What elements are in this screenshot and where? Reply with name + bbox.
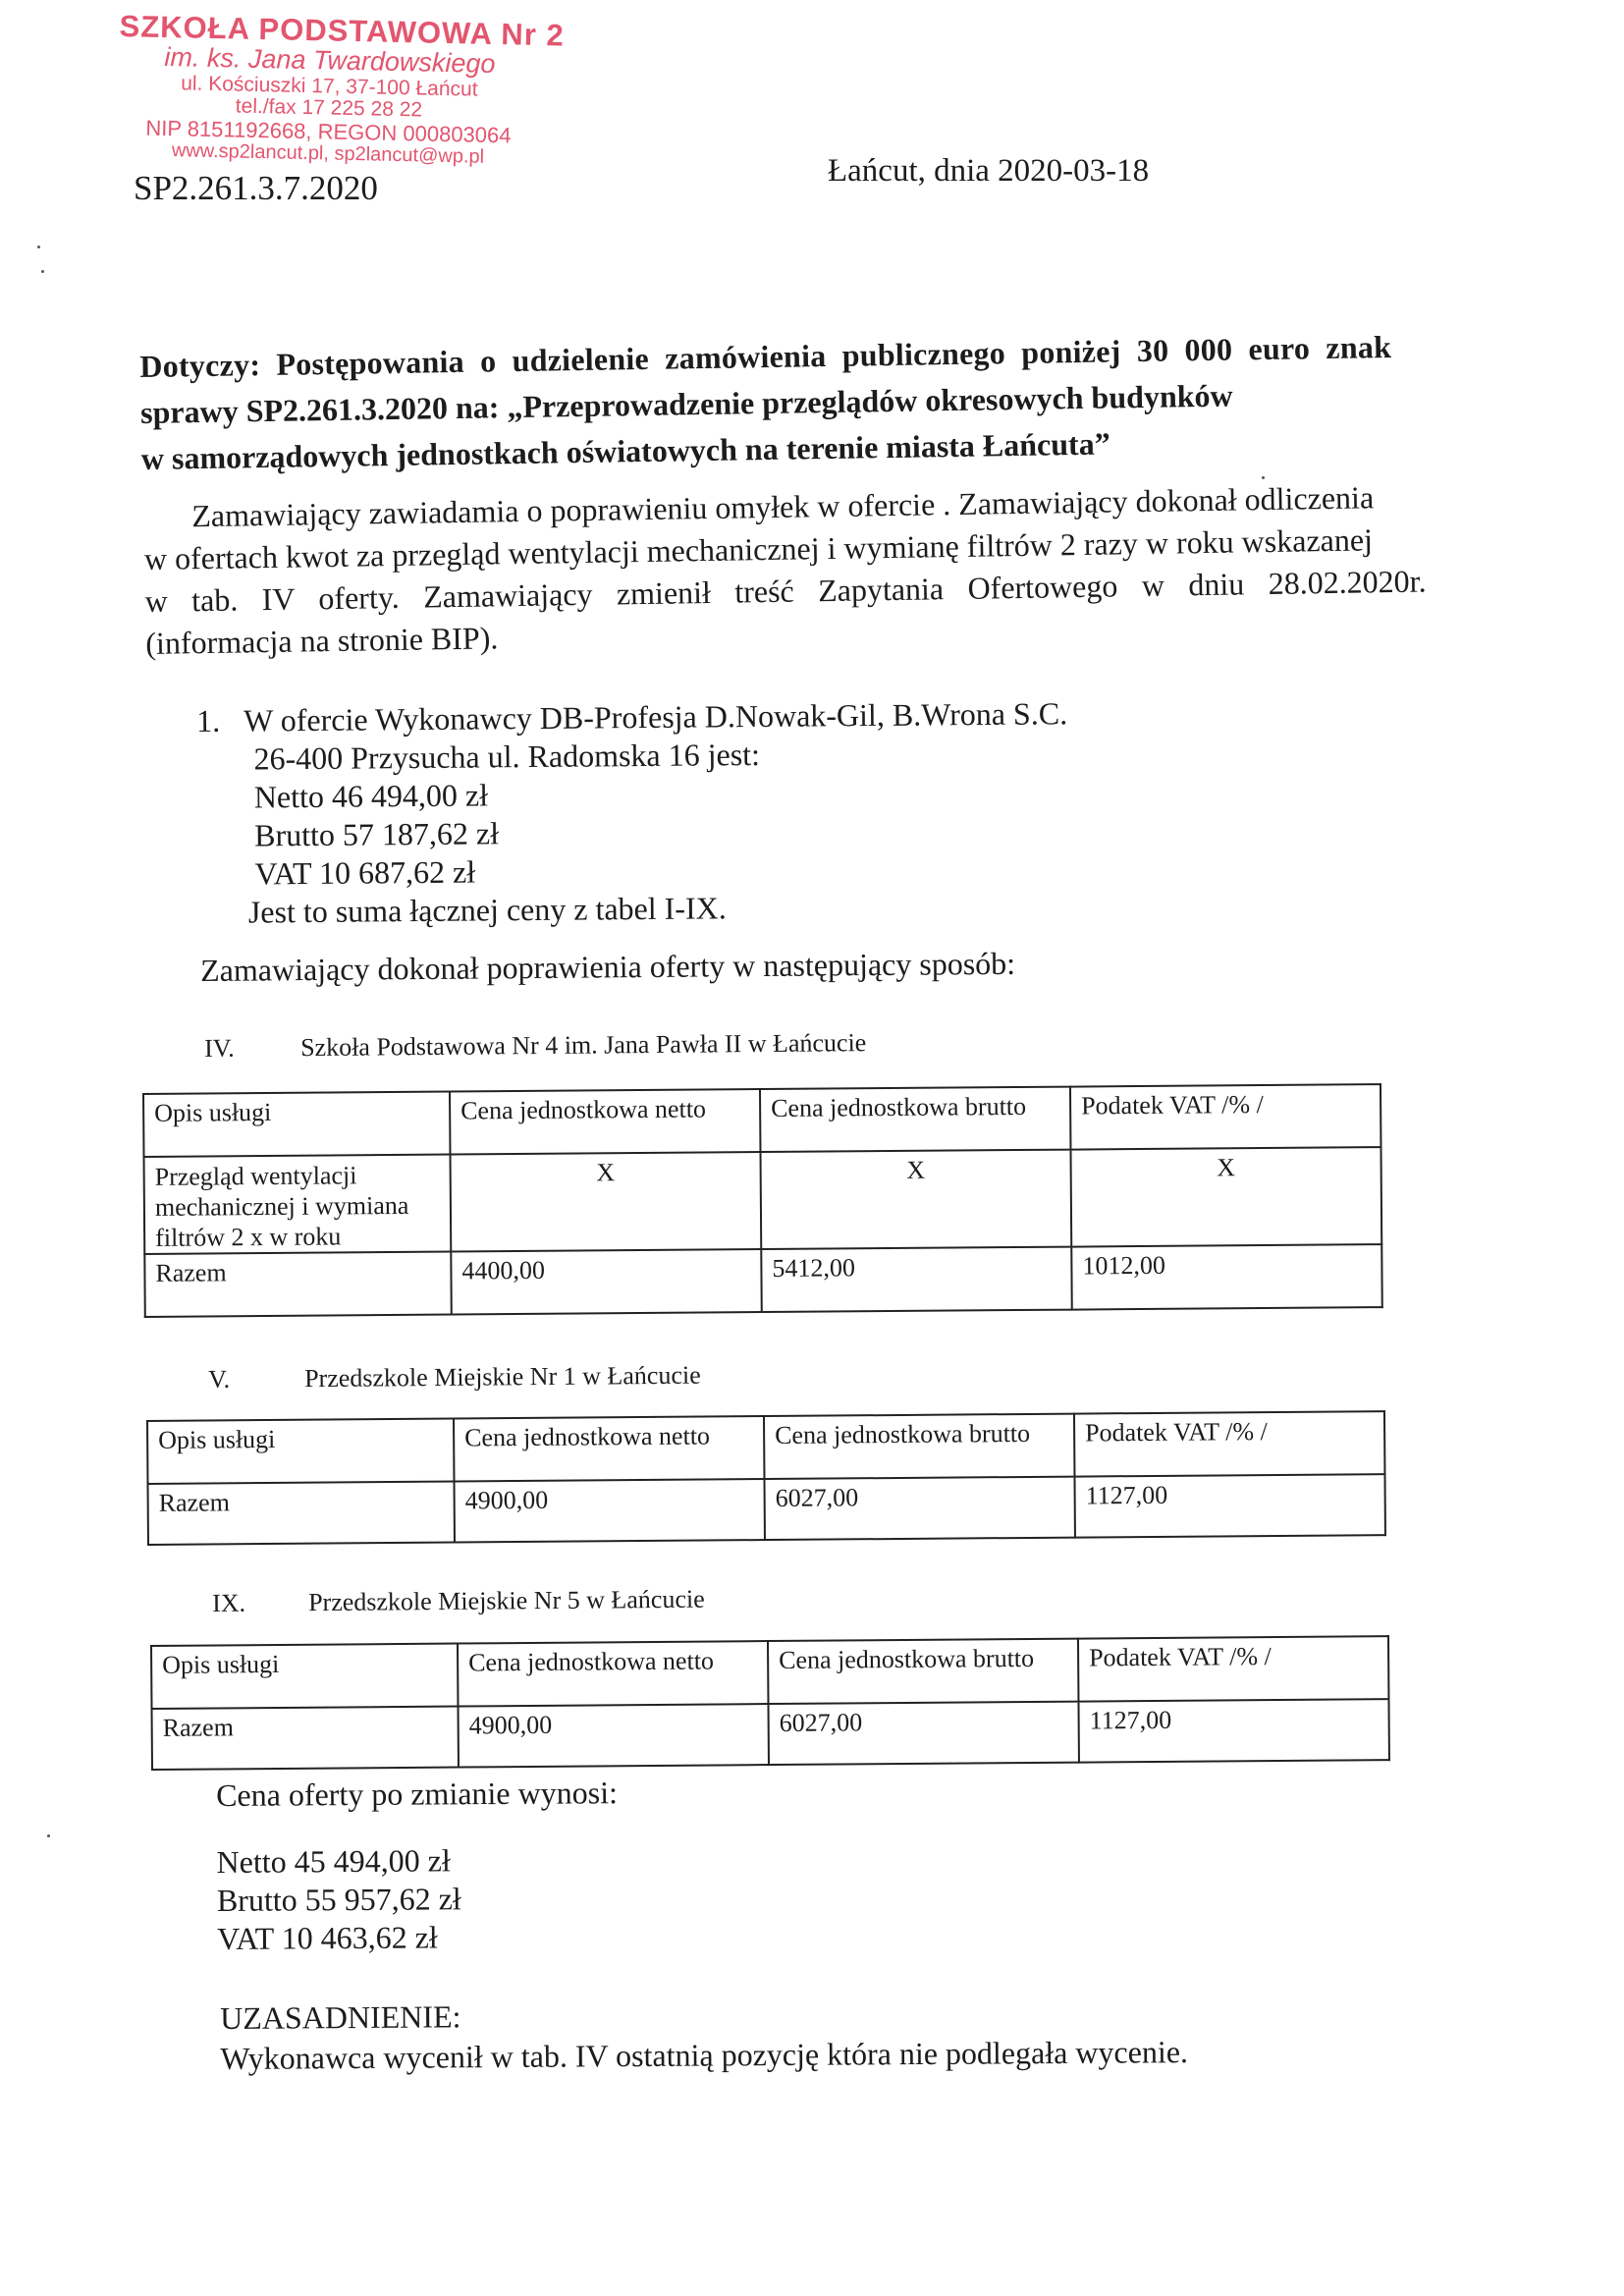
paragraph-line: (informacja na stronie BIP).: [145, 620, 499, 661]
total-vat: 1127,00: [1074, 1474, 1384, 1537]
service-net-x: X: [451, 1152, 762, 1251]
table-section-ix: [150, 1635, 1390, 1771]
item-sum-note: Jest to suma łącznej ceny z tabel I-IX.: [247, 890, 727, 930]
header-vat: Podatek VAT /% /: [1078, 1636, 1388, 1701]
table-section-v: [146, 1410, 1386, 1546]
intro-paragraph: [143, 476, 1428, 665]
stamp-phone: tel./fax 17 225 28 22: [235, 94, 423, 122]
header-service: Opis usługi: [151, 1644, 458, 1709]
stamp-web-email: www.sp2lancut.pl, sp2lancut@wp.pl: [171, 138, 485, 168]
service-gross-x: X: [760, 1150, 1071, 1249]
total-net: 4900,00: [459, 1704, 769, 1767]
scan-speck: [41, 270, 44, 273]
header-service: Opis usługi: [147, 1419, 454, 1484]
section-ix-heading: [212, 1585, 705, 1618]
after-brutto: Brutto 55 957,62 zł: [216, 1881, 461, 1918]
justification-text: Wykonawca wycenił w tab. IV ostatnią pozycję która nie podlegała wycenie.: [220, 2034, 1189, 2076]
subject-line: Dotyczy: Postępowania o udzielenie zamówienia publicznego poniżej 30 000 euro znak: [139, 328, 1392, 384]
header-gross-price: Cena jednostkowa brutto: [760, 1087, 1070, 1152]
scan-speck: [37, 246, 40, 248]
section-number: V.: [208, 1364, 231, 1394]
header-vat: Podatek VAT /% /: [1070, 1084, 1380, 1149]
section-title: Przedszkole Miejskie Nr 1 w Łańcucie: [303, 1360, 701, 1394]
section-v-heading: [208, 1361, 701, 1394]
justification-block: [220, 1992, 1188, 2079]
after-change-heading: Cena oferty po zmianie wynosi:: [216, 1775, 619, 1813]
scan-speck: [47, 1834, 50, 1837]
school-stamp: [117, 9, 566, 169]
item-number: 1.: [196, 702, 221, 738]
total-net: 4900,00: [455, 1479, 765, 1542]
total-gross: 6027,00: [768, 1702, 1078, 1765]
document-reference: SP2.261.3.7.2020: [134, 169, 378, 207]
subject-line: w samorządowych jednostkach oświatowych na terenie miasta Łańcuta”: [140, 425, 1110, 476]
section-title: Szkoła Podstawowa Nr 4 im. Jana Pawła II w Łańcucie: [299, 1028, 867, 1063]
header-net-price: Cena jednostkowa netto: [450, 1089, 760, 1154]
subject-block: [139, 324, 1393, 482]
paragraph-line: Zamawiający zawiadamia o poprawieniu omyłek w ofercie . Zamawiający dokonał odliczenia: [191, 479, 1375, 534]
subject-line: sprawy SP2.261.3.2020 na: „Przeprowadzenie przeglądów okresowych budynków: [139, 377, 1233, 430]
header-service: Opis usługi: [143, 1092, 450, 1157]
service-desc-line: filtrów 2 x w roku: [155, 1222, 342, 1252]
item-line: W ofercie Wykonawcy DB-Profesja D.Nowak-Gil, B.Wrona S.C.: [244, 695, 1068, 738]
paragraph-line: w tab. IV oferty. Zamawiający zmienił treść Zapytania Ofertowego w dniu 28.02.2020r.: [144, 563, 1427, 619]
item-brutto: Brutto 57 187,62 zł: [254, 815, 500, 853]
service-vat-x: X: [1070, 1147, 1381, 1246]
correction-lead: Zamawiający dokonał poprawienia oferty w następujący sposób:: [200, 945, 1016, 988]
total-label: Razem: [144, 1252, 451, 1317]
total-vat: 1012,00: [1071, 1244, 1381, 1309]
total-label: Razem: [148, 1482, 455, 1545]
header-net-price: Cena jednostkowa netto: [458, 1641, 768, 1706]
total-vat: 1127,00: [1078, 1699, 1388, 1762]
header-gross-price: Cena jednostkowa brutto: [768, 1639, 1078, 1704]
stamp-school-name: SZKOŁA PODSTAWOWA Nr 2: [119, 9, 566, 53]
table-section-iv: [142, 1083, 1383, 1318]
offer-item-1: [196, 694, 1069, 932]
item-vat: VAT 10 687,62 zł: [254, 853, 476, 892]
section-iv-heading: [204, 1028, 866, 1064]
stamp-address: ul. Kościuszki 17, 37-100 Łańcut: [181, 71, 478, 101]
after-netto: Netto 45 494,00 zł: [216, 1842, 451, 1880]
total-net: 4400,00: [451, 1249, 761, 1314]
after-vat: VAT 10 463,62 zł: [217, 1919, 438, 1956]
place-date: Łańcut, dnia 2020-03-18: [828, 153, 1150, 189]
stamp-patron: im. ks. Jana Twardowskiego: [164, 42, 496, 80]
section-number: IV.: [204, 1033, 235, 1063]
header-gross-price: Cena jednostkowa brutto: [764, 1414, 1074, 1479]
item-line: 26-400 Przysucha ul. Radomska 16 jest:: [253, 736, 761, 777]
item-netto: Netto 46 494,00 zł: [253, 777, 489, 815]
price-after-change: [216, 1775, 619, 1958]
header-vat: Podatek VAT /% /: [1074, 1411, 1384, 1476]
section-number: IX.: [212, 1588, 246, 1617]
header-net-price: Cena jednostkowa netto: [454, 1416, 764, 1481]
service-desc-line: Przegląd wentylacji: [154, 1161, 357, 1191]
service-desc-line: mechanicznej i wymiana: [154, 1190, 409, 1222]
scan-speck: [1262, 476, 1265, 479]
section-title: Przedszkole Miejskie Nr 5 w Łańcucie: [307, 1584, 705, 1617]
service-description: [144, 1155, 452, 1254]
paragraph-line: w ofertach kwot za przegląd wentylacji mechanicznej i wymianę filtrów 2 razy w roku wskazanej: [143, 521, 1374, 576]
total-gross: 5412,00: [761, 1247, 1071, 1312]
total-label: Razem: [152, 1707, 459, 1770]
stamp-nip-regon: NIP 8151192668, REGON 000803064: [145, 115, 512, 148]
justification-heading: UZASADNIENIE:: [220, 1998, 461, 2036]
total-gross: 6027,00: [764, 1477, 1074, 1540]
